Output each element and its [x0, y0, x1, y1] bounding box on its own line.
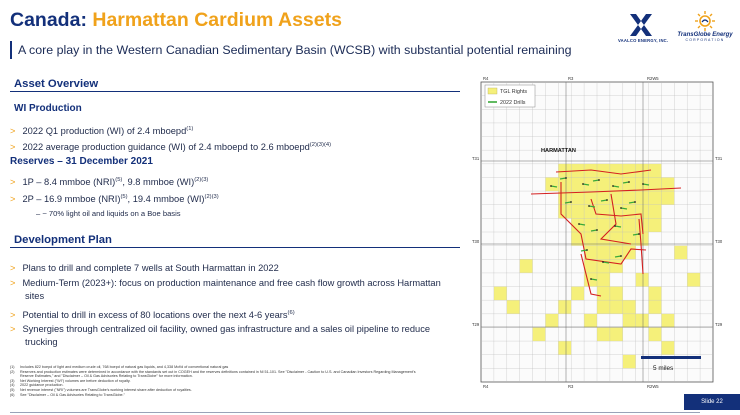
well-dot: [612, 185, 614, 187]
transglobe-sun-icon: [694, 10, 716, 32]
wi-bullet: [10, 139, 331, 154]
rights-parcel: [610, 259, 623, 273]
rights-parcel: [584, 191, 597, 205]
footer-rule: [10, 412, 700, 413]
rights-parcel: [597, 205, 610, 219]
harmattan-label: HARMATTAN: [541, 148, 576, 154]
wi-production-heading: WI Production: [14, 103, 82, 114]
plan-bullet-text: Synergies through centralized oil facility, owned gas infrastructure and a sales oil pipeline to reduce trucking: [22, 324, 431, 347]
footnote-number: (1): [10, 365, 15, 369]
rights-parcel: [649, 218, 662, 232]
rights-parcel: [623, 177, 636, 191]
township-label: T29: [472, 322, 480, 327]
footnote-ref: (2)(3): [204, 194, 219, 200]
plan-bullet-text: Medium-Term (2023+): focus on production maintenance and free cash flow growth across Harmattan sites: [22, 278, 441, 301]
rights-parcel: [610, 287, 623, 301]
plan-bullet: [10, 277, 445, 303]
township-label: T29: [715, 322, 723, 327]
well-dot: [570, 201, 572, 203]
footnote: [10, 393, 465, 398]
rights-parcel: [610, 177, 623, 191]
range-label: R2W5: [647, 384, 659, 389]
chevron-right-icon: >: [10, 310, 16, 321]
rights-parcel: [597, 300, 610, 314]
rights-parcel: [610, 218, 623, 232]
rights-parcel: [687, 273, 700, 287]
well-dot: [565, 177, 567, 179]
footnote-text: Net revenue interest ("NRI") volumes are TransGlobe's working interest share after deduction of royalties.: [20, 387, 192, 392]
chevron-right-icon: >: [10, 194, 16, 205]
rights-parcel: [520, 259, 533, 273]
range-label: R4: [483, 384, 489, 389]
wi-bullet: [10, 123, 193, 138]
slide-number: Slide 22: [684, 394, 740, 410]
legend-rights-label: TGL Rights: [500, 89, 528, 95]
rights-parcel: [649, 164, 662, 178]
reserves-bullet: [10, 191, 219, 206]
well-dot: [620, 207, 622, 209]
chevron-right-icon: >: [10, 177, 16, 188]
township-label: T31: [472, 156, 480, 161]
range-label: R4: [483, 76, 489, 81]
rights-parcel: [636, 205, 649, 219]
rights-parcel: [597, 191, 610, 205]
footnote-text: 2022 guidance production.: [20, 383, 64, 388]
legend-drills-label: 2022 Drills: [500, 100, 526, 106]
rights-parcel: [597, 273, 610, 287]
footnote-ref: (1): [186, 126, 194, 132]
well-dot: [606, 199, 608, 201]
well-dot: [642, 183, 644, 185]
rights-parcel: [545, 314, 558, 328]
footnote-ref: (6): [287, 310, 295, 316]
township-label: T31: [715, 156, 723, 161]
plan-bullet: [10, 323, 445, 349]
reserves-wi: , 19.4 mmboe (WI): [127, 194, 205, 205]
rights-parcel: [533, 327, 546, 341]
rights-parcel: [636, 191, 649, 205]
chevron-right-icon: >: [10, 142, 16, 153]
rights-parcel: [610, 164, 623, 178]
reserves-nri: 1P – 8.4 mmboe (NRI): [22, 177, 116, 188]
scale-bar-line: [641, 356, 701, 359]
slide-subtitle: A core play in the Western Canadian Sedimentary Basin (WCSB) with substantial potential remaining: [10, 41, 572, 59]
well-dot: [588, 205, 590, 207]
vaalco-logo: [618, 12, 669, 43]
footnote-ref: (5): [115, 177, 123, 183]
title-highlight: Harmattan Cardium Assets: [92, 9, 342, 31]
footnote-number: (2): [10, 369, 15, 374]
rights-parcel: [597, 218, 610, 232]
rights-parcel: [649, 300, 662, 314]
vaalco-mark-icon: [628, 12, 654, 38]
well-dot: [578, 223, 580, 225]
rights-parcel: [597, 246, 610, 260]
footnote-text: Net Working Interest ("WI") volumes are before deduction of royalty.: [20, 378, 131, 383]
rights-parcel: [636, 273, 649, 287]
rights-parcel: [610, 300, 623, 314]
rights-parcel: [661, 314, 674, 328]
wi-bullet-text: 2022 average production guidance (WI) of 2.4 mboepd to 2.6 mboepd: [22, 142, 310, 153]
rights-parcel: [623, 314, 636, 328]
title-prefix: Canada:: [10, 9, 93, 31]
rights-parcel: [649, 327, 662, 341]
well-dot: [596, 229, 598, 231]
rights-parcel: [610, 232, 623, 246]
rights-parcel: [661, 341, 674, 355]
rights-parcel: [623, 355, 636, 369]
reserves-nri: 2P – 16.9 mmboe (NRI): [22, 194, 121, 205]
well-dot: [638, 233, 640, 235]
rights-parcel: [494, 287, 507, 301]
range-label: R2W5: [647, 76, 659, 81]
rights-parcel: [623, 300, 636, 314]
footnote-number: (5): [10, 387, 15, 392]
rights-parcel: [661, 191, 674, 205]
wi-bullet-text: 2022 Q1 production (WI) of 2.4 mboepd: [22, 126, 187, 137]
plan-bullet: [10, 307, 295, 322]
rights-parcel: [623, 164, 636, 178]
well-dot: [586, 249, 588, 251]
well-dot: [550, 185, 552, 187]
rights-parcel: [584, 259, 597, 273]
rights-parcel: [597, 327, 610, 341]
rights-parcel: [558, 300, 571, 314]
well-dot: [602, 261, 604, 263]
plan-bullet-text: Potential to drill in excess of 80 locations over the next 4-6 years: [22, 310, 288, 321]
liquids-note: – ~ 70% light oil and liquids on a Boe basis: [36, 209, 181, 218]
reserves-heading: Reserves – 31 December 2021: [10, 156, 153, 167]
rights-parcel: [649, 205, 662, 219]
well-dot: [620, 255, 622, 257]
plan-bullet-text: Plans to drill and complete 7 wells at South Harmattan in 2022: [22, 263, 279, 273]
footnote-text: Reserve Estimates," and "Disclaimer – Oil & Gas Advisories Relating to TransGlobe" for more information.: [20, 374, 193, 379]
slide-title: [10, 9, 342, 32]
harmattan-map: [471, 74, 724, 389]
plan-bullet: [10, 262, 279, 275]
rights-parcel: [571, 205, 584, 219]
township-label: T30: [472, 239, 480, 244]
footnote-ref: (2)(3)(4): [309, 142, 332, 148]
rights-parcel: [507, 300, 520, 314]
transglobe-name: TransGlobe Energy: [677, 32, 733, 38]
well-dot: [590, 278, 592, 280]
map-legend: [485, 85, 535, 107]
rights-parcel: [597, 232, 610, 246]
rights-parcel: [571, 287, 584, 301]
well-dot: [582, 183, 584, 185]
well-dot: [634, 201, 636, 203]
rights-parcel: [649, 287, 662, 301]
footnote-number: (6): [10, 392, 15, 397]
reserves-bullet: [10, 174, 208, 189]
rights-parcel: [584, 314, 597, 328]
scale-label: 5 miles: [653, 365, 674, 372]
rights-parcel: [558, 341, 571, 355]
rights-parcel: [623, 205, 636, 219]
transglobe-sub: CORPORATION: [685, 38, 725, 42]
rights-parcel: [597, 287, 610, 301]
well-dot: [628, 181, 630, 183]
footnote-text: See "Disclaimer – Oil & Gas Advisories Relating to TransGlobe.": [20, 392, 125, 397]
range-label: R3: [568, 384, 574, 389]
footnotes: [10, 365, 465, 397]
rights-parcel: [636, 314, 649, 328]
footnote-ref: (5): [120, 194, 128, 200]
range-label: R3: [568, 76, 574, 81]
development-plan-header: [10, 230, 460, 248]
asset-overview-heading: Asset Overview: [14, 78, 99, 90]
rights-parcel: [584, 232, 597, 246]
chevron-right-icon: >: [10, 263, 16, 273]
footnote-number: (4): [10, 383, 15, 388]
rights-parcel: [545, 177, 558, 191]
chevron-right-icon: >: [10, 324, 16, 334]
rights-parcel: [649, 191, 662, 205]
rights-parcel: [610, 327, 623, 341]
rights-parcel: [558, 164, 571, 178]
rights-parcel: [558, 205, 571, 219]
rights-parcel: [674, 246, 687, 260]
chevron-right-icon: >: [10, 278, 16, 288]
well-dot: [598, 179, 600, 181]
rights-parcel: [623, 218, 636, 232]
township-label: T30: [715, 239, 723, 244]
asset-overview-header: [10, 74, 460, 92]
chevron-right-icon: >: [10, 126, 16, 137]
development-plan-heading: Development Plan: [14, 234, 112, 246]
footnote-ref: (2)(3): [194, 177, 209, 183]
footnote-text: Reserves and production estimates were determined in accordance with the standards set out in COGEH and the reserves definitions contained in NI 51-101. See "Disclaimer - Caution to U.S. and Canadian Investors Regarding Management's: [20, 369, 416, 374]
transglobe-logo: [674, 10, 736, 42]
legend-rights-swatch: [488, 88, 497, 94]
footnote-text: Includes 822 boepd of light and medium crude oil, 768 boepd of natural gas liquids, and 4,338 Mcf/d of conventional natural gas: [20, 365, 229, 369]
footnote-number: (3): [10, 378, 15, 383]
well-dot: [614, 225, 616, 227]
reserves-wi: , 9.8 mmboe (WI): [122, 177, 195, 188]
vaalco-name: VAALCO ENERGY, INC.: [618, 38, 669, 43]
